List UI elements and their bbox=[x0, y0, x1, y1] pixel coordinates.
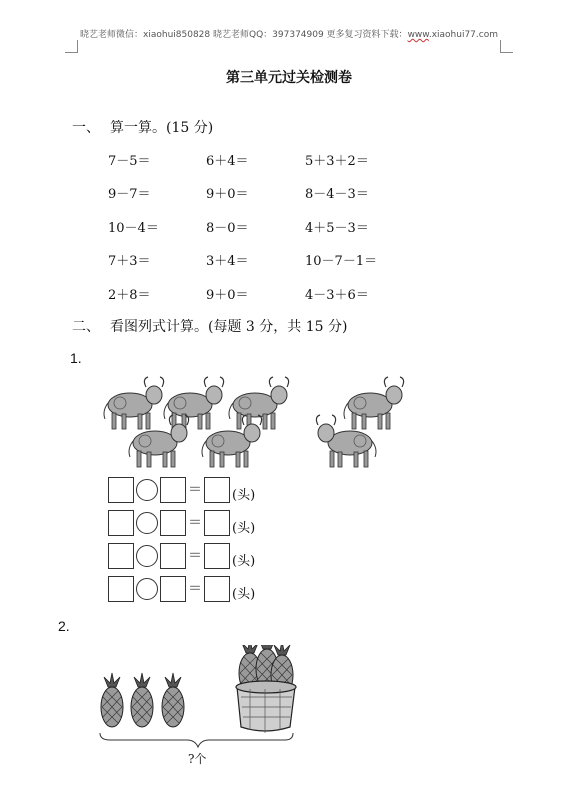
calc-item: 8－4－3＝ bbox=[305, 187, 369, 202]
equation-row bbox=[108, 509, 255, 537]
calc-item: 10－7－1＝ bbox=[305, 254, 378, 269]
equation-row bbox=[108, 575, 255, 603]
unit-label: (头) bbox=[232, 487, 256, 503]
question-1-label: 1. bbox=[70, 350, 82, 366]
section-1-number: 一、 bbox=[72, 120, 100, 136]
basket-icon bbox=[236, 645, 296, 733]
calc-item: 7－5＝ bbox=[108, 154, 151, 169]
cow bbox=[202, 415, 262, 467]
calc-item: 4＋5－3＝ bbox=[305, 221, 369, 236]
answer-box[interactable] bbox=[108, 543, 134, 569]
unit-label: (头) bbox=[232, 553, 256, 569]
header-link-prefix[interactable]: www bbox=[407, 30, 429, 40]
answer-box[interactable] bbox=[160, 510, 186, 536]
answer-box[interactable] bbox=[204, 576, 230, 602]
calc-item: 9－7＝ bbox=[108, 187, 151, 202]
cow bbox=[164, 377, 224, 429]
brace bbox=[100, 733, 293, 747]
cow bbox=[104, 377, 164, 429]
operator-circle[interactable] bbox=[136, 545, 158, 567]
answer-box[interactable] bbox=[204, 510, 230, 536]
calc-item: 9＋0＝ bbox=[206, 288, 249, 303]
cow bbox=[344, 377, 404, 429]
equal-sign: ＝ bbox=[188, 482, 202, 498]
equal-sign: ＝ bbox=[188, 548, 202, 564]
calc-item: 9＋0＝ bbox=[206, 187, 249, 202]
section-1-title: 算一算。(15 分) bbox=[110, 120, 214, 136]
section-2-heading bbox=[72, 316, 347, 336]
answer-box[interactable] bbox=[204, 543, 230, 569]
header-link-suffix: .xiaohui77.com bbox=[428, 30, 498, 40]
pineapple bbox=[162, 673, 184, 727]
calc-item: 7＋3＝ bbox=[108, 254, 151, 269]
section-1-heading bbox=[72, 117, 213, 137]
question-2-label: 2. bbox=[58, 618, 70, 634]
calc-item: 3＋4＝ bbox=[206, 254, 249, 269]
cows-picture bbox=[100, 375, 410, 475]
unit-label: (头) bbox=[232, 520, 256, 536]
answer-box[interactable] bbox=[160, 477, 186, 503]
equal-sign: ＝ bbox=[188, 581, 202, 597]
question-mark-label: ?个 bbox=[188, 752, 207, 766]
calc-item: 2＋8＝ bbox=[108, 288, 151, 303]
unit-label: (头) bbox=[232, 586, 256, 602]
answer-box[interactable] bbox=[108, 576, 134, 602]
answer-box[interactable] bbox=[108, 510, 134, 536]
calc-item: 6＋4＝ bbox=[206, 154, 249, 169]
header-text: 晓艺老师微信：xiaohui850828 晓艺老师QQ：397374909 更多复习资料下载： bbox=[80, 30, 408, 40]
calc-item: 4－3＋6＝ bbox=[305, 288, 369, 303]
pineapple bbox=[101, 673, 123, 727]
section-2-title: 看图列式计算。(每题 3 分，共 15 分) bbox=[110, 319, 348, 335]
page-header bbox=[0, 27, 578, 40]
section-2-number: 二、 bbox=[72, 319, 100, 335]
equation-row bbox=[108, 476, 255, 504]
answer-box[interactable] bbox=[204, 477, 230, 503]
equation-row bbox=[108, 542, 255, 570]
answer-box[interactable] bbox=[160, 543, 186, 569]
page-title: 第三单元过关检测卷 bbox=[226, 70, 352, 86]
margin-corner-left bbox=[65, 40, 78, 53]
answer-box[interactable] bbox=[160, 576, 186, 602]
calc-item: 5＋3＋2＝ bbox=[305, 154, 369, 169]
cow bbox=[229, 377, 289, 429]
operator-circle[interactable] bbox=[136, 479, 158, 501]
pineapple bbox=[131, 673, 153, 727]
equal-sign: ＝ bbox=[188, 515, 202, 531]
operator-circle[interactable] bbox=[136, 578, 158, 600]
cow bbox=[316, 415, 376, 467]
calc-item: 8－0＝ bbox=[206, 221, 249, 236]
margin-corner-right bbox=[500, 40, 513, 53]
calc-item: 10－4＝ bbox=[108, 221, 159, 236]
pineapples-picture bbox=[95, 645, 300, 760]
operator-circle[interactable] bbox=[136, 512, 158, 534]
answer-box[interactable] bbox=[108, 477, 134, 503]
